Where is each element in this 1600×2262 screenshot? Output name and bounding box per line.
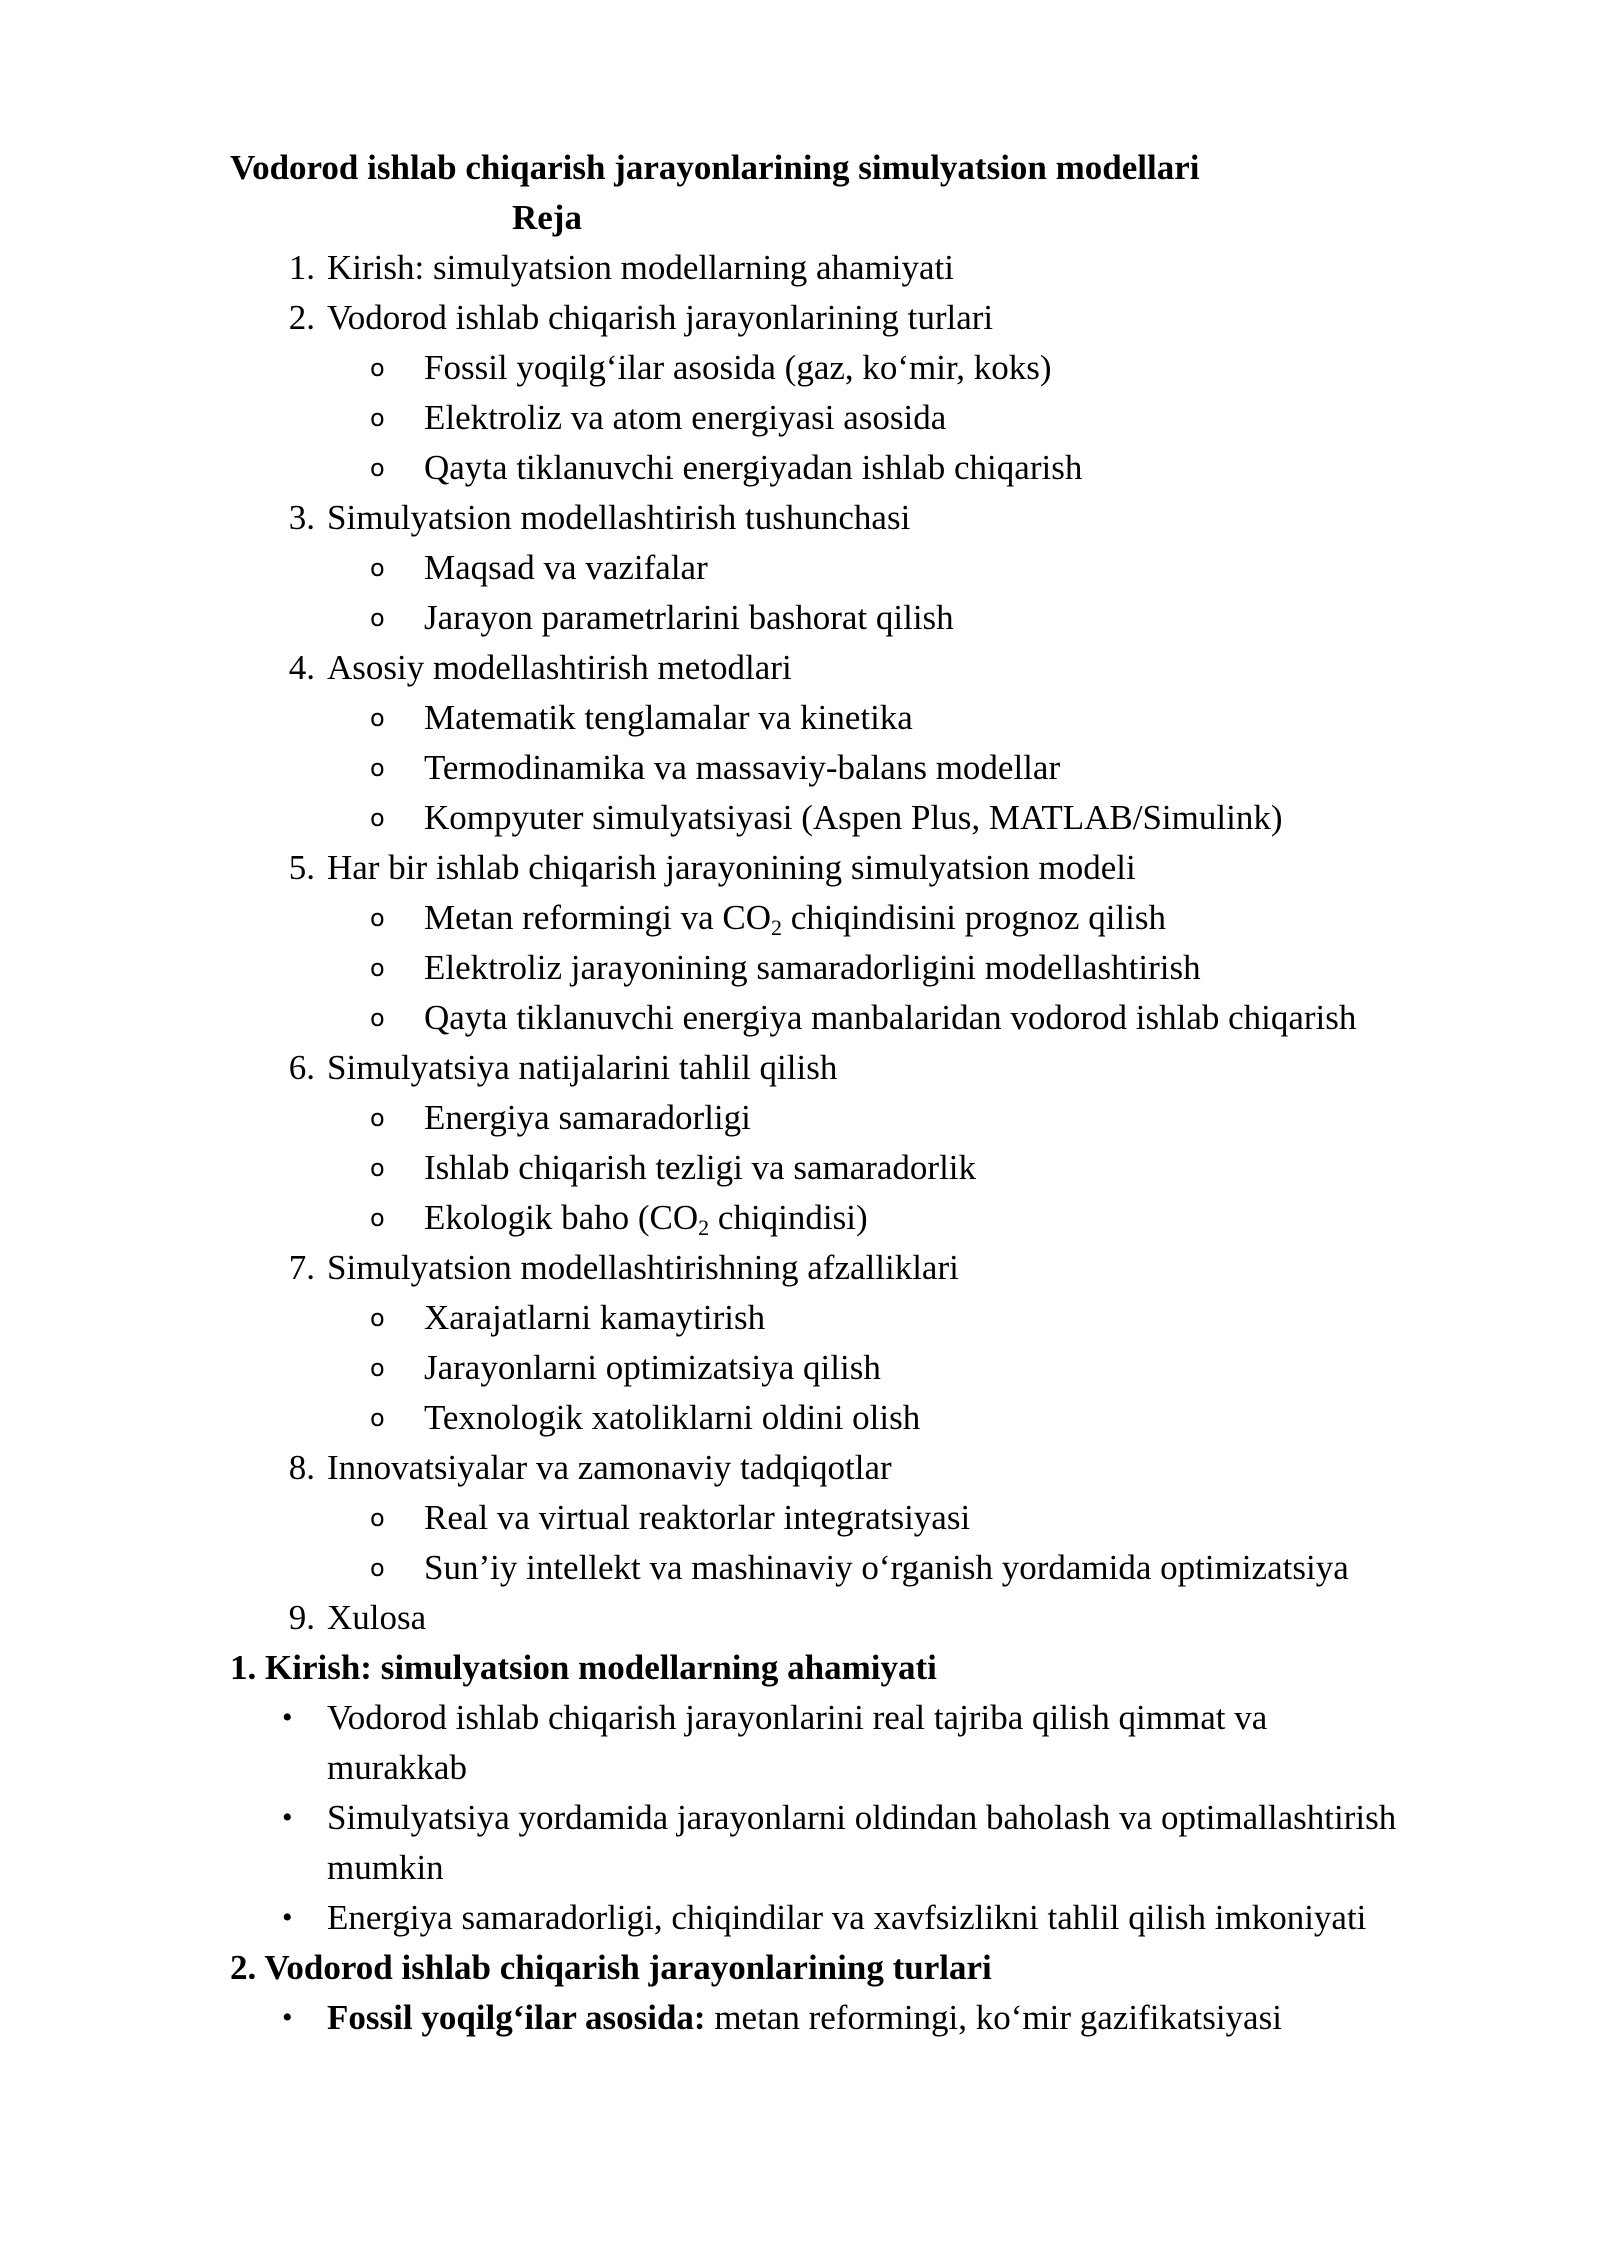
circle-bullet-icon: o: [370, 904, 385, 932]
plan-item-text: Simulyatsiya natijalarini tahlil qilish: [327, 1048, 838, 1087]
plan-subitem-text: Jarayon parametrlarini bashorat qilish: [424, 598, 954, 637]
bullet-text: [327, 1893, 1366, 1943]
circle-bullet-icon: o: [370, 1304, 385, 1332]
plan-heading-text: Reja: [512, 198, 582, 237]
plan-item-number: 4.: [288, 648, 315, 687]
circle-bullet-icon: o: [370, 454, 385, 482]
circle-bullet-icon: o: [370, 704, 385, 732]
bullet-text: [327, 1793, 1396, 1843]
plan-item-number: 3.: [288, 498, 315, 537]
plan-item-text: Kirish: simulyatsion modellarning ahamiyati: [327, 248, 954, 287]
plan-item-text: Xulosa: [327, 1598, 427, 1637]
section-heading-text: 2. Vodorod ishlab chiqarish jarayonlarining turlari: [230, 1948, 992, 1987]
circle-bullet-icon: o: [370, 754, 385, 782]
plan-item-text: Simulyatsion modellashtirishning afzalliklari: [327, 1248, 959, 1287]
plan-item-text: Vodorod ishlab chiqarish jarayonlarining turlari: [327, 298, 994, 337]
plan-item-number: 7.: [288, 1248, 315, 1287]
bullet-line-text: Vodorod ishlab chiqarish jarayonlarini real tajriba qilish qimmat va: [327, 1698, 1268, 1737]
plan-subitem-text: Jarayonlarni optimizatsiya qilish: [424, 1348, 881, 1387]
plan-item-number: 8.: [288, 1448, 315, 1487]
bullet-lead-text: Fossil yoqilg‘ilar asosida:: [327, 1998, 706, 2037]
bullet-line-text: Energiya samaradorligi, chiqindilar va xavfsizlikni tahlil qilish imkoniyati: [327, 1898, 1367, 1937]
section-heading-text: 1. Kirish: simulyatsion modellarning ahamiyati: [230, 1648, 937, 1687]
plan-item-number: 9.: [288, 1598, 315, 1637]
plan-subitem-text: Ishlab chiqarish tezligi va samaradorlik: [424, 1148, 977, 1187]
circle-bullet-icon: o: [370, 1354, 385, 1382]
bullet-line-text: Simulyatsiya yordamida jarayonlarni oldindan baholash va optimallashtirish: [327, 1798, 1397, 1837]
plan-subitem-text: Termodinamika va massaviy-balans modellar: [424, 748, 1061, 787]
plan-item-text: Innovatsiyalar va zamonaviy tadqiqotlar: [327, 1448, 892, 1487]
circle-bullet-icon: o: [370, 604, 385, 632]
plan-subitem-text: Metan reformingi va $CO_2$ chiqindisini prognoz qilish: [424, 898, 1167, 940]
bullet-text: [327, 1743, 467, 1793]
circle-bullet-icon: o: [370, 1154, 385, 1182]
document-title-text: Vodorod ishlab chiqarish jarayonlarining simulyatsion modellari: [230, 148, 1200, 187]
plan-subitem-text: Ekologik baho ($CO_2$ chiqindisi): [424, 1198, 868, 1240]
circle-bullet-icon: o: [370, 954, 385, 982]
plan-item-number: 5.: [288, 848, 315, 887]
bullet-line-text: metan reformingi, ko‘mir gazifikatsiyasi: [705, 1998, 1282, 2037]
bullet-icon: •: [282, 1801, 293, 1834]
circle-bullet-icon: o: [370, 354, 385, 382]
bullet-icon: •: [282, 1901, 293, 1934]
circle-bullet-icon: o: [370, 1504, 385, 1532]
bullet-text: [327, 1693, 1267, 1743]
plan-subitem-text: Xarajatlarni kamaytirish: [424, 1298, 766, 1337]
circle-bullet-icon: o: [370, 1554, 385, 1582]
plan-subitem-text: Matematik tenglamalar va kinetika: [424, 698, 913, 737]
plan-item-text: Har bir ishlab chiqarish jarayonining simulyatsion modeli: [327, 848, 1136, 887]
bullet-text: [327, 1843, 444, 1893]
plan-subitem-text: Real va virtual reaktorlar integratsiyasi: [424, 1498, 971, 1537]
plan-item-text: Simulyatsion modellashtirish tushunchasi: [327, 498, 911, 537]
plan-subitem-text: Texnologik xatoliklarni oldini olish: [424, 1398, 921, 1437]
circle-bullet-icon: o: [370, 1104, 385, 1132]
plan-subitem-text: Sun’iy intellekt va mashinaviy o‘rganish yordamida optimizatsiya: [424, 1548, 1349, 1587]
circle-bullet-icon: o: [370, 1404, 385, 1432]
bullet-text: [327, 1993, 1282, 2043]
plan-item-number: 6.: [288, 1048, 315, 1087]
plan-subitem-text: Kompyuter simulyatsiyasi (Aspen Plus, MATLAB/Simulink): [424, 798, 1283, 837]
plan-subitem-text: Elektroliz va atom energiyasi asosida: [424, 398, 947, 437]
circle-bullet-icon: o: [370, 554, 385, 582]
plan-subitem-text: Fossil yoqilg‘ilar asosida (gaz, ko‘mir, koks): [424, 348, 1052, 387]
circle-bullet-icon: o: [370, 404, 385, 432]
plan-subitem-text: Maqsad va vazifalar: [424, 548, 708, 587]
plan-subitem-text: Qayta tiklanuvchi energiya manbalaridan vodorod ishlab chiqarish: [424, 998, 1357, 1037]
plan-item-number: 2.: [288, 298, 315, 337]
plan-item-text: Asosiy modellashtirish metodlari: [327, 648, 792, 687]
bullet-line-text: murakkab: [327, 1748, 467, 1787]
plan-subitem-text: Energiya samaradorligi: [424, 1098, 751, 1137]
bullet-icon: •: [282, 1701, 293, 1734]
circle-bullet-icon: o: [370, 1004, 385, 1032]
circle-bullet-icon: o: [370, 1204, 385, 1232]
bullet-line-text: mumkin: [327, 1848, 444, 1887]
plan-subitem-text: Qayta tiklanuvchi energiyadan ishlab chiqarish: [424, 448, 1083, 487]
circle-bullet-icon: o: [370, 804, 385, 832]
plan-subitem-text: Elektroliz jarayonining samaradorligini modellashtirish: [424, 948, 1201, 987]
plan-item-number: 1.: [288, 248, 315, 287]
bullet-icon: •: [282, 2001, 293, 2034]
